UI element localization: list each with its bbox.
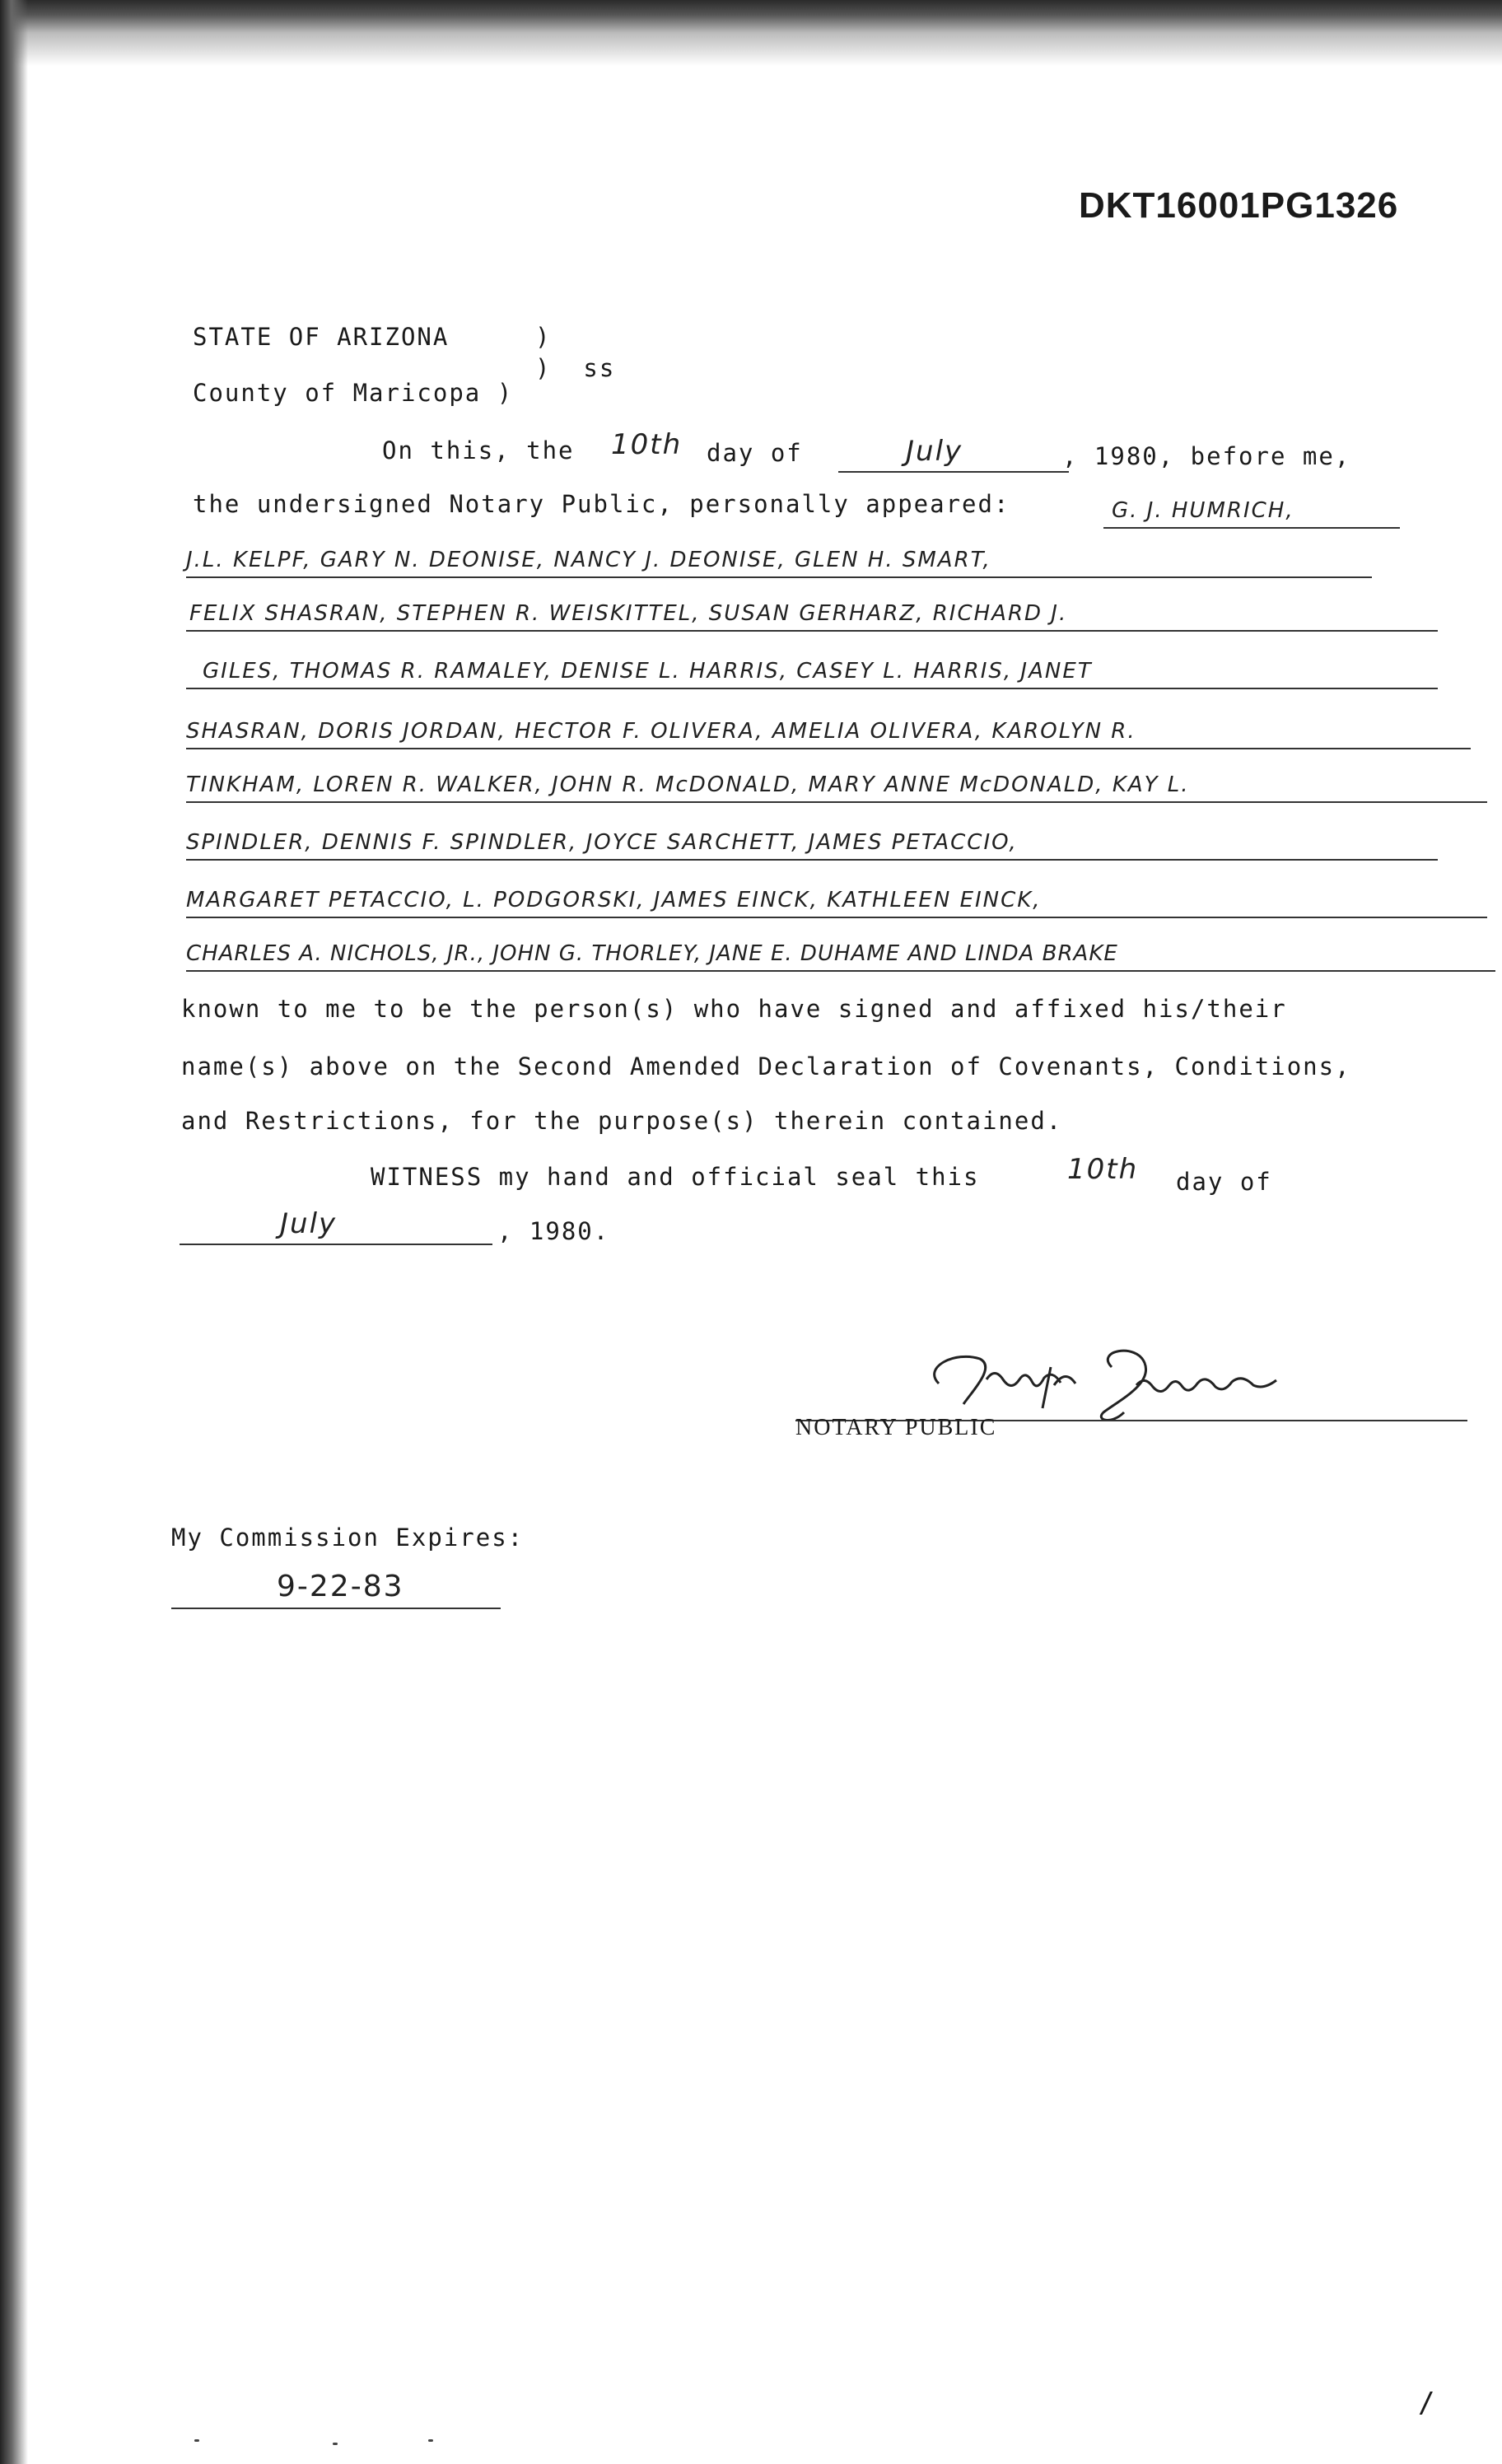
name-line-3 [186, 688, 1438, 689]
name-line-0 [1103, 527, 1400, 529]
scan-speck [333, 2443, 338, 2445]
names-line-8: CHARLES A. NICHOLS, JR., JOHN G. THORLEY, JANE E. DUHAME AND LINDA BRAKE [186, 941, 1118, 966]
docket-number: DKT16001PG1326 [1079, 185, 1399, 226]
page-mark: / [1418, 2387, 1437, 2420]
notary-signature [889, 1334, 1350, 1425]
witness-month: July [280, 1207, 338, 1240]
venue-bracket-1: ) [535, 323, 552, 351]
names-line-5: TINKHAM, LOREN R. WALKER, JOHN R. McDONALD, MARY ANNE McDONALD, KAY L. [186, 772, 1190, 797]
names-line-7: MARGARET PETACCIO, L. PODGORSKI, JAMES EINCK, KATHLEEN EINCK, [186, 888, 1042, 912]
ack-lead: On this, the [382, 436, 575, 464]
ack-day: 10th [611, 428, 683, 461]
ack-first-name: G. J. HUMRICH, [1112, 498, 1294, 523]
name-line-6 [186, 859, 1438, 861]
ack-year-tail: , 1980, before me, [1062, 442, 1351, 470]
ack-month: July [906, 435, 963, 468]
names-line-3: GILES, THOMAS R. RAMALEY, DENISE L. HARRIS, CASEY L. HARRIS, JANET [203, 659, 1093, 684]
witness-day: 10th [1067, 1153, 1139, 1186]
known-line-3: and Restrictions, for the purpose(s) therein contained. [181, 1107, 1063, 1135]
venue-state: STATE OF ARIZONA [193, 323, 450, 351]
witness-year: , 1980. [497, 1217, 610, 1245]
ack-line2: the undersigned Notary Public, personally appeared: [193, 490, 1010, 518]
witness-day-of: day of [1176, 1168, 1272, 1196]
ack-day-of: day of [707, 439, 803, 467]
known-line-2: name(s) above on the Second Amended Declaration of Covenants, Conditions, [181, 1052, 1351, 1080]
scan-top-edge [0, 0, 1502, 66]
witness-lead: WITNESS my hand and official seal this [371, 1163, 980, 1191]
ack-month-line [838, 471, 1069, 473]
names-line-4: SHASRAN, DORIS JORDAN, HECTOR F. OLIVERA, AMELIA OLIVERA, KAROLYN R. [186, 719, 1136, 744]
venue-ss: ) ss [535, 354, 616, 382]
name-line-7 [186, 917, 1487, 918]
names-line-6: SPINDLER, DENNIS F. SPINDLER, JOYCE SARCHETT, JAMES PETACCIO, [186, 830, 1018, 855]
known-line-1: known to me to be the person(s) who have signed and affixed his/their [181, 995, 1287, 1023]
names-line-2: FELIX SHASRAN, STEPHEN R. WEISKITTEL, SUSAN GERHARZ, RICHARD J. [189, 601, 1068, 626]
names-line-1: J.L. KELPF, GARY N. DEONISE, NANCY J. DEONISE, GLEN H. SMART, [186, 548, 991, 572]
commission-label: My Commission Expires: [171, 1524, 525, 1552]
scan-speck [428, 2439, 433, 2442]
name-line-5 [186, 801, 1487, 803]
scan-speck [194, 2439, 199, 2442]
witness-month-line [180, 1244, 492, 1245]
scan-left-edge [0, 0, 28, 2464]
name-line-4 [186, 748, 1471, 749]
name-line-2 [186, 630, 1438, 632]
notary-label: NOTARY PUBLIC [795, 1415, 997, 1440]
venue-county: County of Maricopa ) [193, 379, 514, 407]
name-line-8 [186, 970, 1495, 972]
commission-date-line [171, 1608, 501, 1609]
name-line-1 [186, 576, 1372, 578]
commission-date: 9-22-83 [277, 1570, 404, 1603]
